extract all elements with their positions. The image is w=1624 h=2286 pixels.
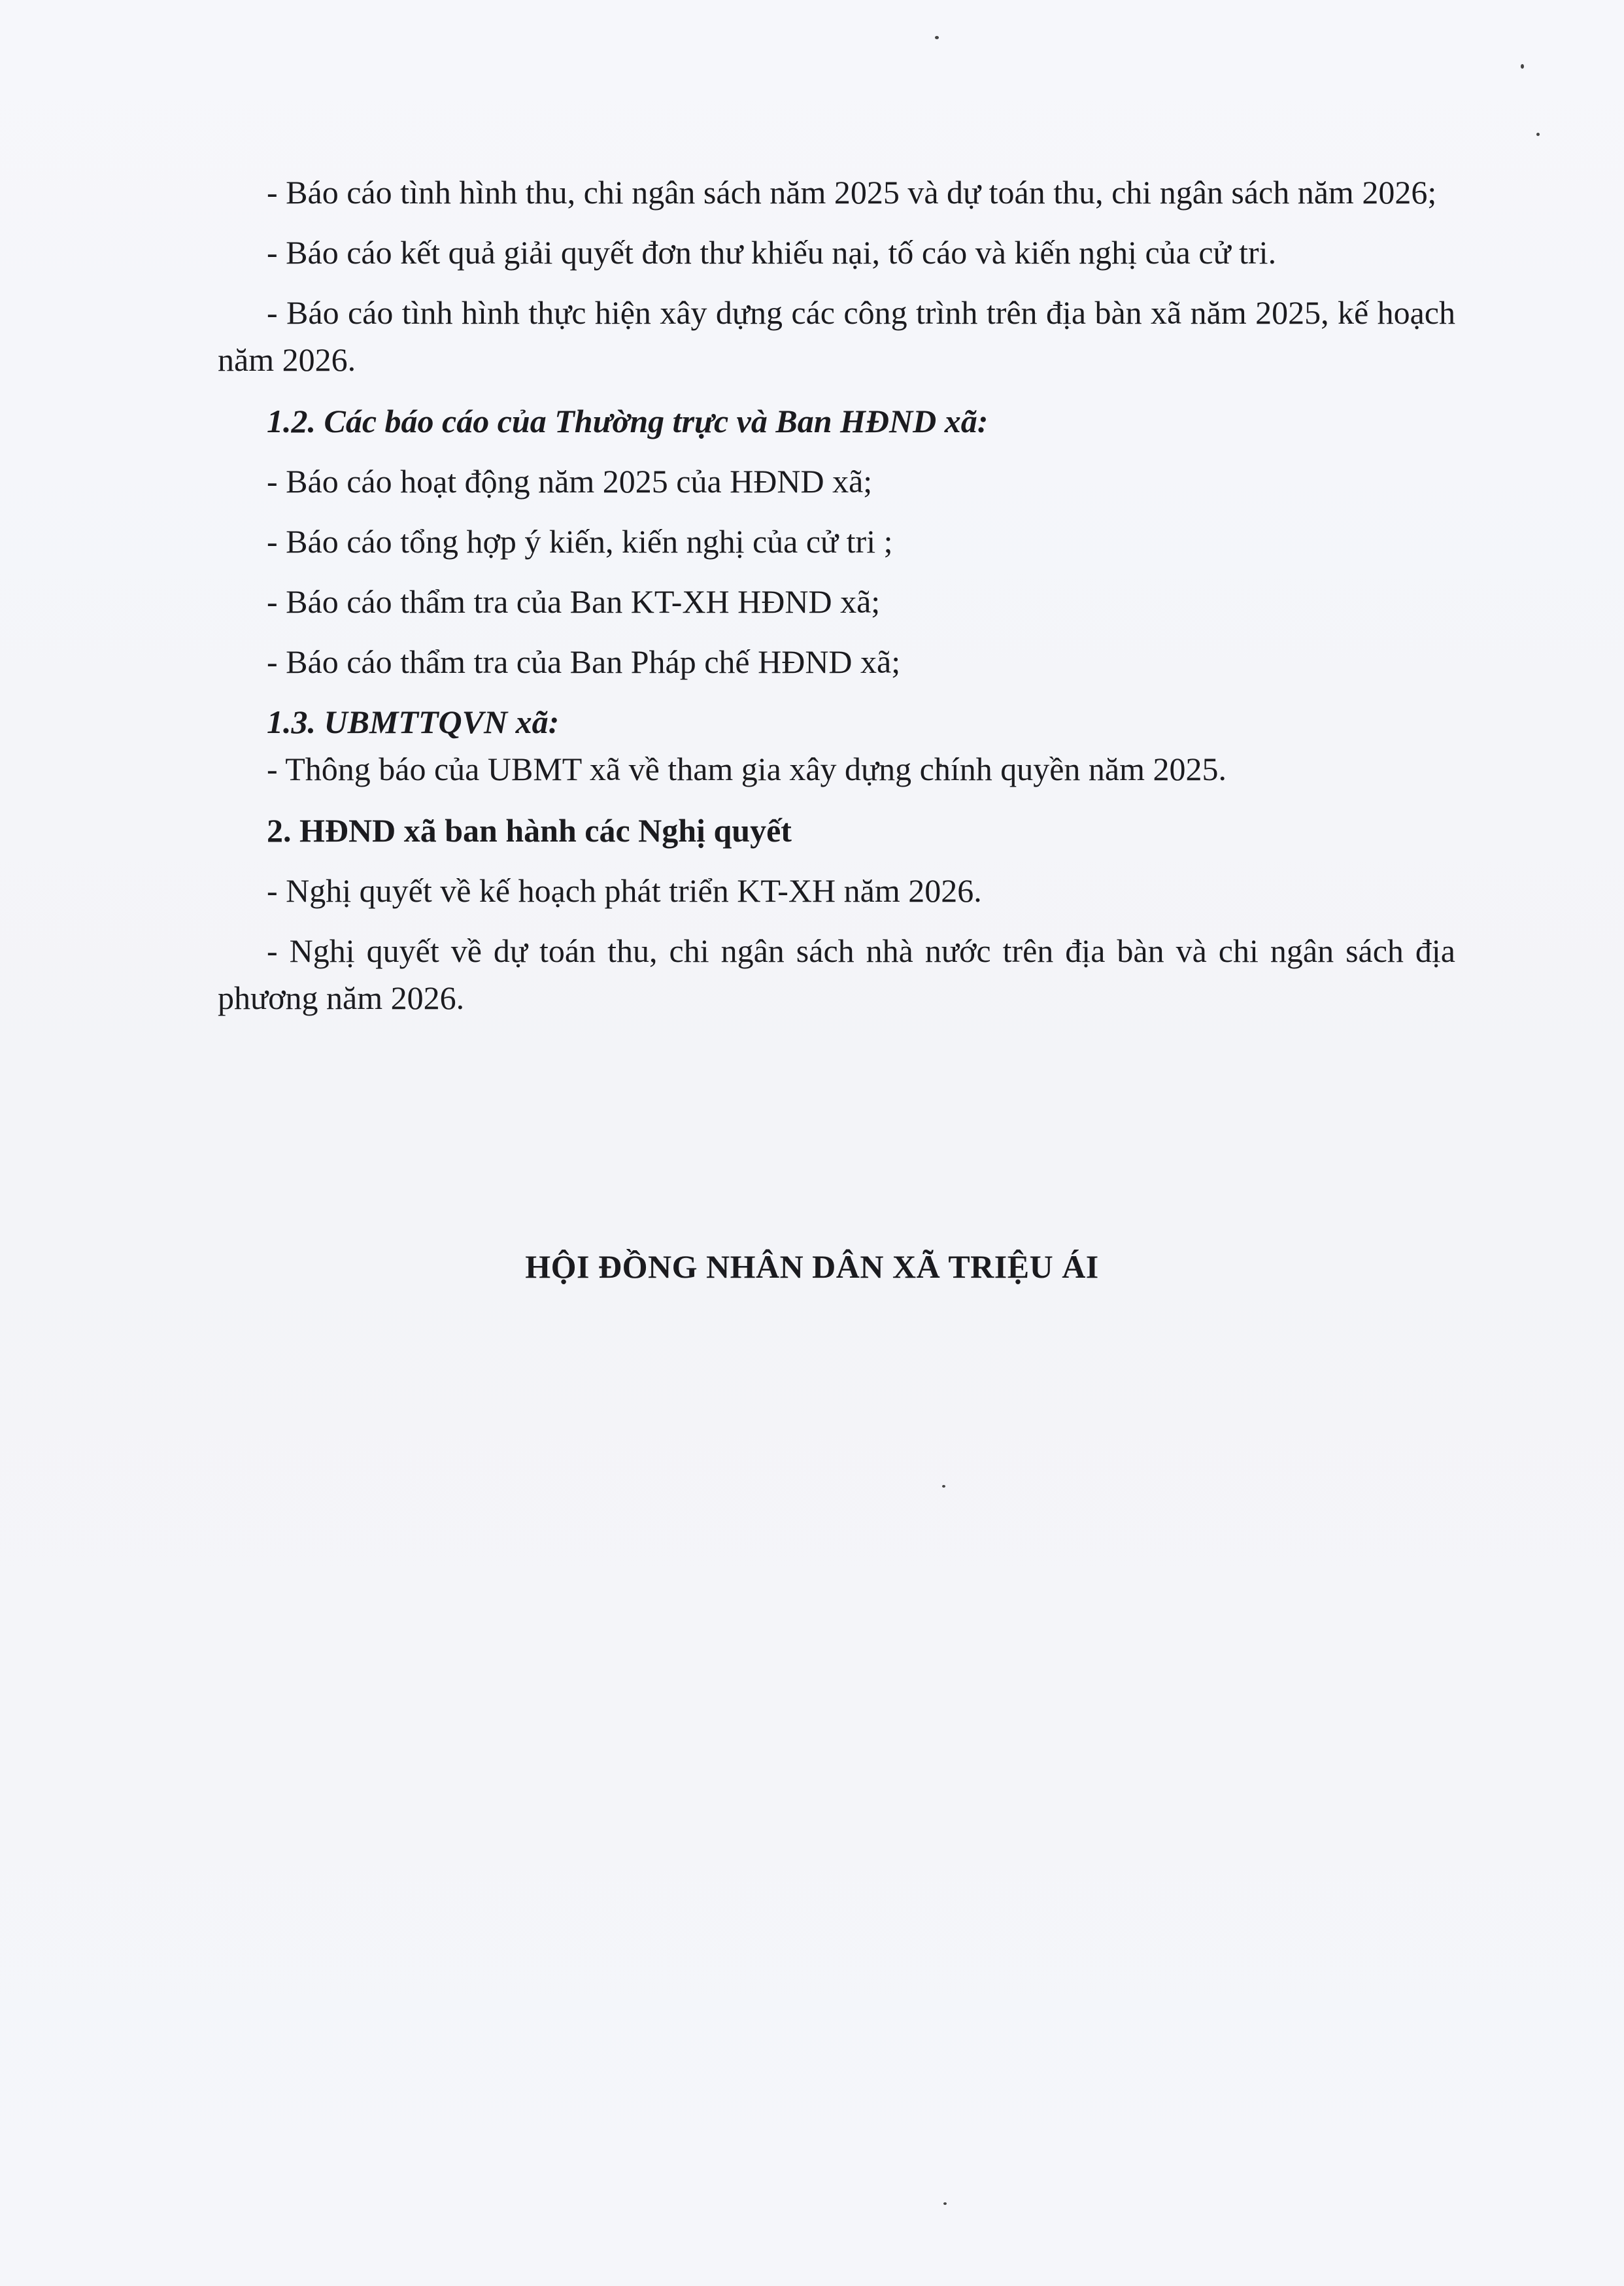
- report-item-complaints: - Báo cáo kết quả giải quyết đơn thư khiếu nại, tố cáo và kiến nghị của cử tri.: [267, 234, 1277, 271]
- section-1-3-item: - Thông báo của UBMT xã về tham gia xây dựng chính quyền năm 2025.: [267, 751, 1227, 787]
- scan-speck: [935, 36, 939, 39]
- section-1-3-heading: 1.3. UBMTTQVN xã:: [267, 704, 560, 740]
- signature-title: HỘI ĐỒNG NHÂN DÂN XÃ TRIỆU ÁI: [525, 1248, 1099, 1285]
- section-1-2-item: - Báo cáo tổng hợp ý kiến, kiến nghị của cử tri ;: [267, 523, 893, 560]
- section-2-item: - Nghị quyết về dự toán thu, chi ngân sách nhà nước trên địa bàn và chi ngân sách địa phương năm 2026.: [218, 932, 1455, 1016]
- section-2-heading: 2. HĐND xã ban hành các Nghị quyết: [267, 812, 792, 849]
- section-1-2-item: - Báo cáo thẩm tra của Ban KT-XH HĐND xã;: [267, 583, 881, 620]
- scan-speck: [943, 2202, 947, 2205]
- section-1-2-item: - Báo cáo hoạt động năm 2025 của HĐND xã;: [267, 463, 873, 500]
- section-1-2-heading: 1.2. Các báo cáo của Thường trực và Ban HĐND xã:: [267, 403, 989, 439]
- section-2-item: - Nghị quyết về kế hoạch phát triển KT-XH năm 2026.: [267, 872, 982, 909]
- scan-speck: [1521, 64, 1524, 69]
- document-body: [218, 169, 1455, 1021]
- report-item-budget: - Báo cáo tình hình thu, chi ngân sách năm 2025 và dự toán thu, chi ngân sách năm 2026;: [267, 174, 1437, 211]
- report-item-construction: - Báo cáo tình hình thực hiện xây dựng các công trình trên địa bàn xã năm 2025, kế hoạch năm 2026.: [218, 294, 1455, 378]
- scan-speck: [942, 1485, 945, 1488]
- section-1-2-item: - Báo cáo thẩm tra của Ban Pháp chế HĐND xã;: [267, 643, 901, 680]
- scan-speck: [1536, 133, 1540, 136]
